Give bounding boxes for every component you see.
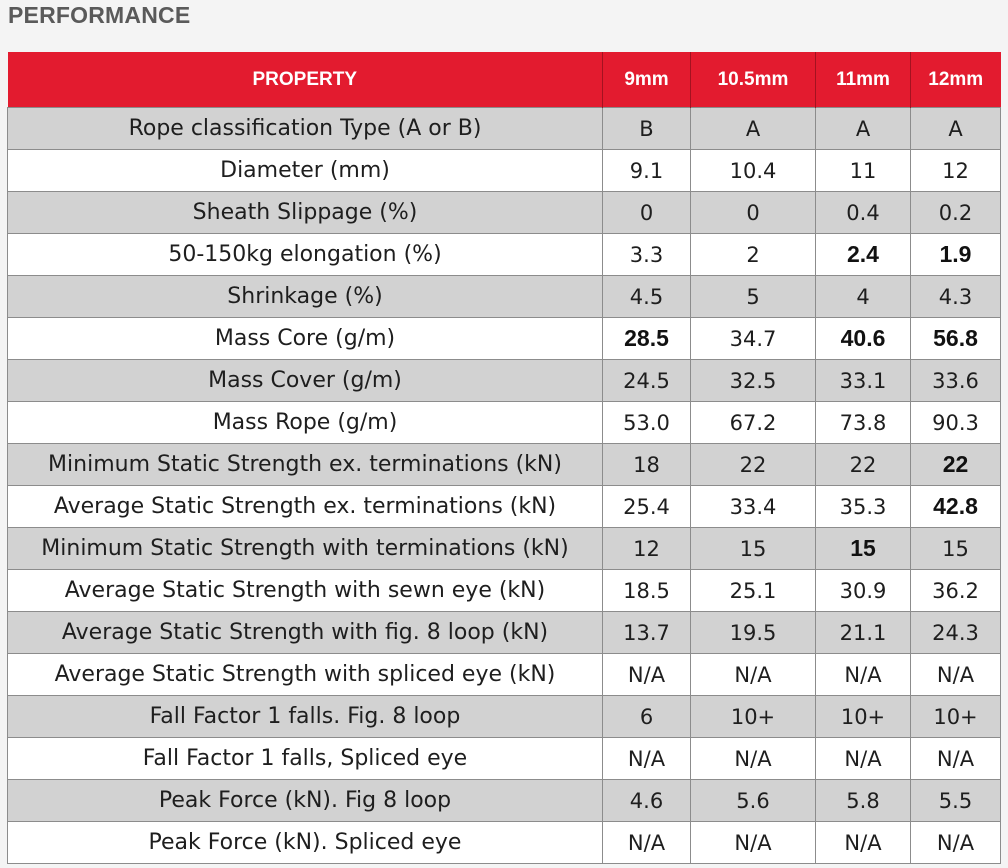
- column-header-property: PROPERTY: [8, 52, 603, 108]
- value-cell: N/A: [911, 822, 1001, 864]
- table-row: [8, 276, 1001, 318]
- value-cell: 9.1: [603, 150, 691, 192]
- value-cell: N/A: [911, 738, 1001, 780]
- value-cell: 6: [603, 696, 691, 738]
- value-cell: 1.9: [911, 234, 1001, 276]
- value-cell: 0.4: [816, 192, 911, 234]
- value-cell: 12: [911, 150, 1001, 192]
- property-cell: Average Static Strength with sewn eye (kN): [8, 570, 603, 612]
- property-cell: Peak Force (kN). Fig 8 loop: [8, 780, 603, 822]
- value-cell: 33.4: [691, 486, 816, 528]
- table-row: [8, 486, 1001, 528]
- value-cell: 56.8: [911, 318, 1001, 360]
- value-cell: 32.5: [691, 360, 816, 402]
- property-cell: Rope classification Type (A or B): [8, 108, 603, 150]
- value-cell: N/A: [691, 654, 816, 696]
- value-cell: 4: [816, 276, 911, 318]
- table-row: [8, 570, 1001, 612]
- value-cell: 53.0: [603, 402, 691, 444]
- value-cell: 4.6: [603, 780, 691, 822]
- property-cell: Diameter (mm): [8, 150, 603, 192]
- value-cell: N/A: [691, 738, 816, 780]
- section-title: PERFORMANCE: [8, 2, 191, 28]
- property-cell: Peak Force (kN). Spliced eye: [8, 822, 603, 864]
- value-cell: 28.5: [603, 318, 691, 360]
- property-cell: Fall Factor 1 falls. Fig. 8 loop: [8, 696, 603, 738]
- value-cell: N/A: [603, 822, 691, 864]
- table-row: [8, 192, 1001, 234]
- value-cell: B: [603, 108, 691, 150]
- value-cell: N/A: [816, 822, 911, 864]
- property-cell: Mass Core (g/m): [8, 318, 603, 360]
- property-cell: Average Static Strength with fig. 8 loop (kN): [8, 612, 603, 654]
- table-header-row: [8, 52, 1001, 108]
- table-body: [8, 108, 1001, 864]
- column-header-12mm: 12mm: [911, 52, 1001, 108]
- table-row: [8, 696, 1001, 738]
- value-cell: N/A: [816, 654, 911, 696]
- value-cell: 10.4: [691, 150, 816, 192]
- value-cell: 33.6: [911, 360, 1001, 402]
- value-cell: 13.7: [603, 612, 691, 654]
- value-cell: 3.3: [603, 234, 691, 276]
- value-cell: A: [691, 108, 816, 150]
- table-row: [8, 360, 1001, 402]
- value-cell: 25.1: [691, 570, 816, 612]
- table-row: [8, 444, 1001, 486]
- property-cell: Mass Rope (g/m): [8, 402, 603, 444]
- property-cell: 50-150kg elongation (%): [8, 234, 603, 276]
- performance-table: [7, 52, 1001, 864]
- property-cell: Minimum Static Strength ex. terminations (kN): [8, 444, 603, 486]
- value-cell: 12: [603, 528, 691, 570]
- value-cell: 15: [816, 528, 911, 570]
- value-cell: 18: [603, 444, 691, 486]
- property-cell: Mass Cover (g/m): [8, 360, 603, 402]
- value-cell: 15: [691, 528, 816, 570]
- table-row: [8, 402, 1001, 444]
- value-cell: 18.5: [603, 570, 691, 612]
- value-cell: A: [911, 108, 1001, 150]
- value-cell: 34.7: [691, 318, 816, 360]
- value-cell: 35.3: [816, 486, 911, 528]
- value-cell: 10+: [816, 696, 911, 738]
- value-cell: 24.5: [603, 360, 691, 402]
- property-cell: Sheath Slippage (%): [8, 192, 603, 234]
- table-row: [8, 738, 1001, 780]
- value-cell: 10+: [691, 696, 816, 738]
- value-cell: 22: [691, 444, 816, 486]
- column-header-9mm: 9mm: [603, 52, 691, 108]
- value-cell: 2: [691, 234, 816, 276]
- table-row: [8, 654, 1001, 696]
- property-cell: Average Static Strength ex. terminations (kN): [8, 486, 603, 528]
- value-cell: 25.4: [603, 486, 691, 528]
- value-cell: 21.1: [816, 612, 911, 654]
- value-cell: N/A: [603, 738, 691, 780]
- value-cell: 22: [816, 444, 911, 486]
- value-cell: 0.2: [911, 192, 1001, 234]
- value-cell: 19.5: [691, 612, 816, 654]
- value-cell: N/A: [911, 654, 1001, 696]
- value-cell: 5.6: [691, 780, 816, 822]
- value-cell: 33.1: [816, 360, 911, 402]
- column-header-11mm: 11mm: [816, 52, 911, 108]
- value-cell: 73.8: [816, 402, 911, 444]
- value-cell: N/A: [816, 738, 911, 780]
- table-row: [8, 318, 1001, 360]
- value-cell: 40.6: [816, 318, 911, 360]
- property-cell: Average Static Strength with spliced eye (kN): [8, 654, 603, 696]
- column-header-10-5mm: 10.5mm: [691, 52, 816, 108]
- property-cell: Minimum Static Strength with terminations (kN): [8, 528, 603, 570]
- value-cell: N/A: [691, 822, 816, 864]
- value-cell: 90.3: [911, 402, 1001, 444]
- property-cell: Fall Factor 1 falls, Spliced eye: [8, 738, 603, 780]
- table-row: [8, 234, 1001, 276]
- value-cell: 5.8: [816, 780, 911, 822]
- value-cell: 67.2: [691, 402, 816, 444]
- value-cell: 4.3: [911, 276, 1001, 318]
- value-cell: 42.8: [911, 486, 1001, 528]
- value-cell: 0: [603, 192, 691, 234]
- value-cell: 22: [911, 444, 1001, 486]
- table-row: [8, 780, 1001, 822]
- value-cell: 24.3: [911, 612, 1001, 654]
- value-cell: 15: [911, 528, 1001, 570]
- value-cell: 5: [691, 276, 816, 318]
- value-cell: 30.9: [816, 570, 911, 612]
- property-cell: Shrinkage (%): [8, 276, 603, 318]
- table-row: [8, 150, 1001, 192]
- value-cell: A: [816, 108, 911, 150]
- value-cell: 2.4: [816, 234, 911, 276]
- table-row: [8, 108, 1001, 150]
- value-cell: N/A: [603, 654, 691, 696]
- table-row: [8, 612, 1001, 654]
- value-cell: 36.2: [911, 570, 1001, 612]
- value-cell: 0: [691, 192, 816, 234]
- value-cell: 5.5: [911, 780, 1001, 822]
- table-row: [8, 528, 1001, 570]
- table-row: [8, 822, 1001, 864]
- value-cell: 4.5: [603, 276, 691, 318]
- value-cell: 11: [816, 150, 911, 192]
- value-cell: 10+: [911, 696, 1001, 738]
